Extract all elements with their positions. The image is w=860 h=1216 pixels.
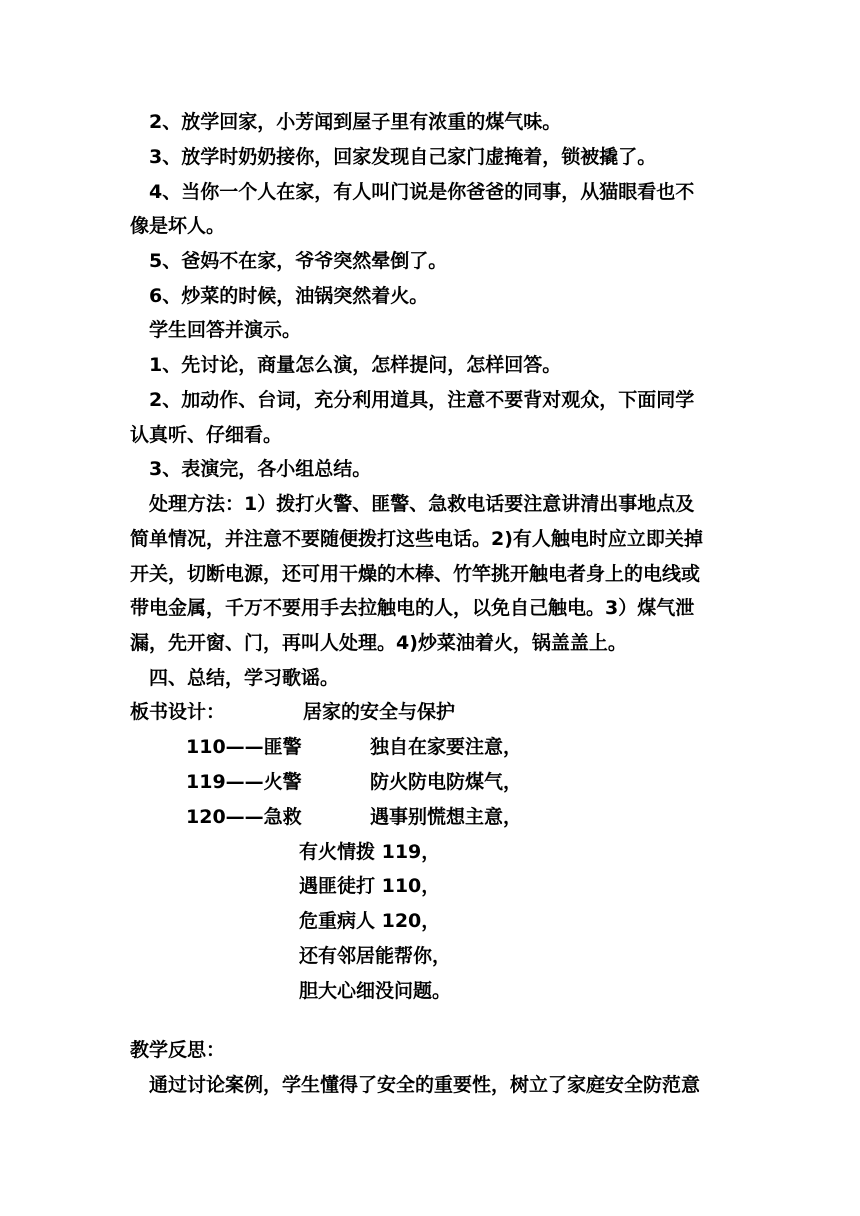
board-design-title: 居家的安全与保护 [303, 701, 456, 723]
rhyme-line-4: 有火情拨 119， [299, 841, 441, 863]
board-design-label: 板书设计： [130, 701, 226, 723]
demo-step-2-line-2: 认真听、仔细看。 [130, 424, 283, 446]
handling-methods-line-2: 简单情况，并注意不要随便拨打这些电话。2)有人触电时应立即关掉 [130, 528, 703, 550]
case-item-6: 6、炒菜的时候，油锅突然着火。 [149, 285, 429, 307]
section-four-heading: 四、总结，学习歌谣。 [149, 667, 340, 689]
student-demo-intro: 学生回答并演示。 [149, 319, 302, 341]
demo-step-2-line-1: 2、加动作、台词，充分利用道具，注意不要背对观众，下面同学 [149, 389, 695, 411]
case-item-3: 3、放学时奶奶接你，回家发现自己家门虚掩着，锁被撬了。 [149, 146, 657, 168]
case-item-4-line-2: 像是坏人。 [130, 215, 226, 237]
rhyme-line-7: 还有邻居能帮你， [299, 945, 452, 967]
rhyme-line-6: 危重病人 120， [299, 910, 441, 932]
handling-methods-line-3: 开关，切断电源，还可用干燥的木棒、竹竿挑开触电者身上的电线或 [130, 563, 701, 585]
case-item-5: 5、爸妈不在家，爷爷突然晕倒了。 [149, 250, 448, 272]
rhyme-line-8: 胆大心细没问题。 [299, 980, 452, 1002]
rhyme-line-1: 独自在家要注意， [370, 736, 523, 758]
case-item-4-line-1: 4、当你一个人在家，有人叫门说是你爸爸的同事，从猫眼看也不 [149, 181, 695, 203]
rhyme-line-2: 防火防电防煤气， [370, 771, 523, 793]
handling-methods-line-4: 带电金属，千万不要用手去拉触电的人，以免自己触电。3）煤气泄 [130, 597, 695, 619]
emergency-number-120: 120——急救 [186, 806, 302, 828]
rhyme-line-5: 遇匪徒打 110， [299, 875, 441, 897]
rhyme-line-3: 遇事别慌想主意， [370, 806, 523, 828]
handling-methods-line-1: 处理方法：1）拨打火警、匪警、急救电话要注意讲清出事地点及 [149, 493, 695, 515]
demo-step-3: 3、表演完，各小组总结。 [149, 458, 372, 480]
emergency-number-119: 119——火警 [186, 771, 302, 793]
case-item-2: 2、放学回家，小芳闻到屋子里有浓重的煤气味。 [149, 111, 562, 133]
emergency-number-110: 110——匪警 [186, 736, 302, 758]
demo-step-1: 1、先讨论，商量怎么演，怎样提问，怎样回答。 [149, 354, 562, 376]
reflection-heading: 教学反思： [130, 1039, 226, 1061]
handling-methods-line-5: 漏，先开窗、门，再叫人处理。4)炒菜油着火，锅盖盖上。 [130, 632, 627, 654]
reflection-text: 通过讨论案例，学生懂得了安全的重要性，树立了家庭安全防范意 [149, 1074, 701, 1096]
